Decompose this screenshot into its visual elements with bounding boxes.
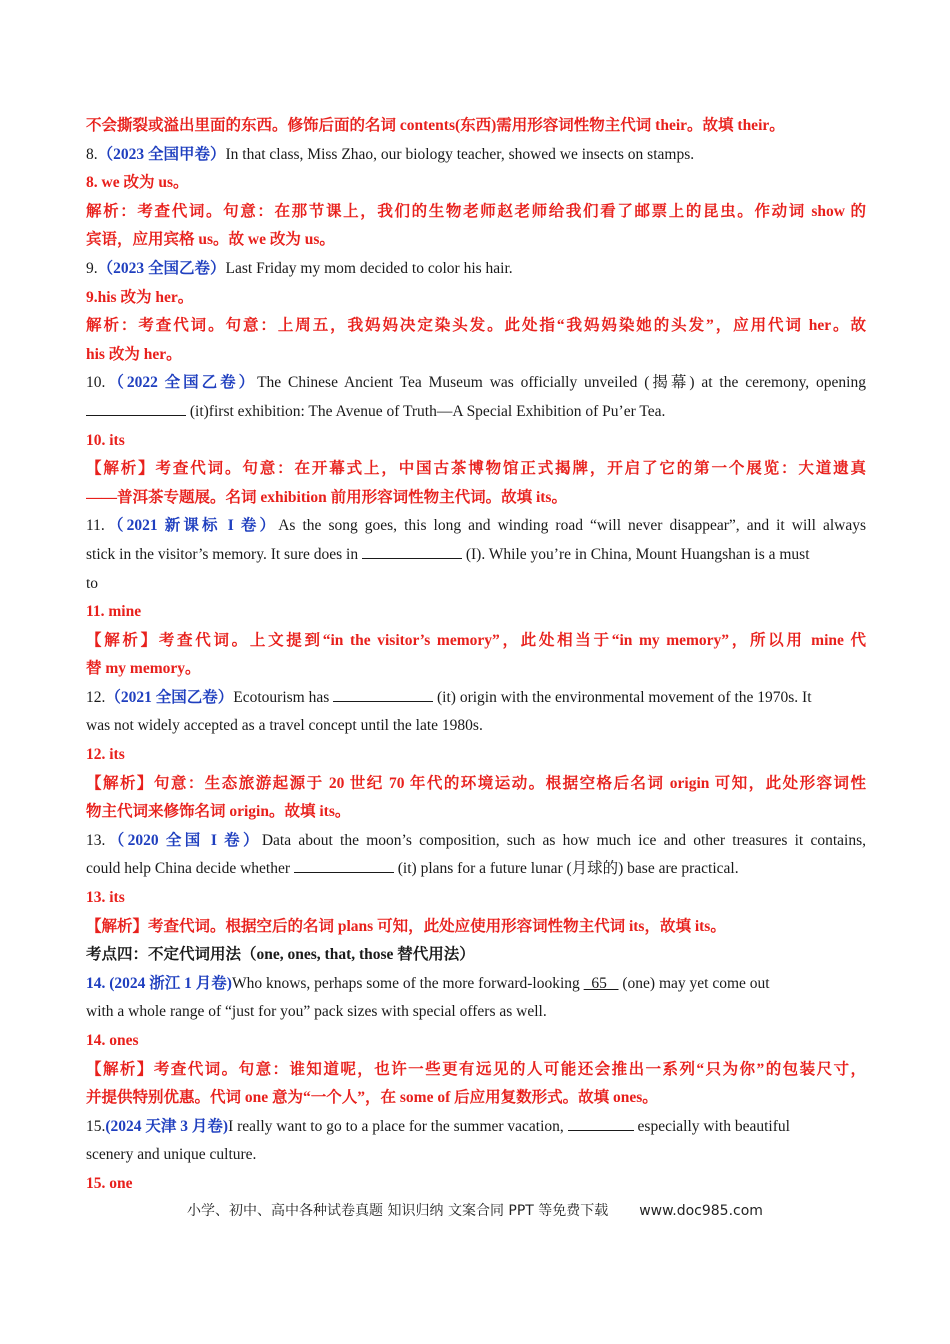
page-footer [0, 1200, 950, 1220]
question-8 [86, 141, 866, 170]
question-14-line-1 [86, 970, 866, 999]
answer-blank [294, 858, 394, 873]
question-text: stick in the visitor’s memory. It sure does in [86, 545, 362, 563]
question-source: (2024 天津 3 月卷) [105, 1117, 229, 1135]
question-9 [86, 255, 866, 284]
question-11-line-2 [86, 541, 866, 570]
explanation-14-line-2: 并提供特别优惠。代词 one 意为“一个人”，在 some of 后应用复数形式。故填 ones。 [86, 1089, 658, 1107]
explanation-11-line-2: 替 my memory。 [86, 660, 201, 678]
explanation-13: 【解析】考查代词。根据空后的名词 plans 可知，此处应使用形容词性物主代词 its，故填 its。 [86, 917, 726, 935]
question-source: （2021 新课标 I 卷） [104, 517, 279, 535]
answer-13: 13. its [86, 889, 125, 907]
question-11-line-3: to [86, 574, 99, 592]
question-15-line-1 [86, 1113, 866, 1142]
question-source: （2023 全国乙卷） [97, 259, 226, 277]
question-text: (it)first exhibition: The Avenue of Truth—A Special Exhibition of Pu’er Tea. [186, 402, 666, 420]
question-text: Ecotourism has [233, 688, 334, 706]
answer-9: 9.his 改为 her。 [86, 288, 194, 306]
question-14-line-2: with a whole range of “just for you” pack sizes with special offers as well. [86, 1003, 547, 1021]
question-number: 13. [86, 831, 106, 849]
answer-8: 8. we 改为 us。 [86, 174, 189, 192]
answer-15: 15. one [86, 1174, 133, 1192]
explanation-14-line-1: 【解析】考查代词。句意：谁知道呢，也许一些更有远见的人可能还会推出一系列“只为你”的包装尺寸， [86, 1060, 866, 1078]
explanation-10-line-1: 【解析】考查代词。句意：在开幕式上，中国古茶博物馆正式揭牌，开启了它的第一个展览：大道遗真 [86, 460, 866, 478]
question-text: Who knows, perhaps some of the more forward-looking [231, 974, 584, 992]
question-text: could help China decide whether [86, 860, 294, 878]
answer-blank [333, 687, 433, 702]
explanation-12-line-2: 物主代词来修饰名词 origin。故填 its。 [86, 803, 351, 821]
question-11-line-1 [86, 512, 866, 541]
question-source: 14. (2024 浙江 1 月卷) [86, 974, 232, 992]
footer-text: 小学、初中、高中各种试卷真题 知识归纳 文案合同 PPT 等免费下载 [187, 1203, 609, 1219]
answer-12: 12. its [86, 746, 125, 764]
explanation-8-line-1: 解析：考查代词。句意：在那节课上，我们的生物老师赵老师给我们看了邮票上的昆虫。作动词 show 的 [86, 202, 866, 220]
explanation-line: 不会撕裂或溢出里面的东西。修饰后面的名词 contents(东西)需用形容词性物主代词 their。故填 their。 [86, 117, 785, 134]
question-text: (I). While you’re in China, Mount Huangshan is a must [461, 545, 810, 563]
explanation-10-line-2: ——普洱茶专题展。名词 exhibition 前用形容词性物主代词。故填 its。 [86, 488, 567, 506]
question-10-line-1 [86, 369, 866, 398]
answer-blank [362, 544, 462, 559]
footer-website-link[interactable]: www.doc985.com [639, 1203, 763, 1219]
answer-11: 11. mine [86, 603, 142, 621]
question-13-line-2 [86, 855, 866, 884]
question-number: 10. [86, 374, 106, 392]
question-text: The Chinese Ancient Tea Museum was officially unveiled (揭幕) at the ceremony, opening [257, 374, 866, 392]
question-text: (one) may yet come out [618, 974, 770, 992]
question-text: Last Friday my mom decided to color his hair. [225, 259, 513, 277]
question-text: As the song goes, this long and winding road “will never disappear”, and it will always [278, 517, 866, 535]
explanation-9-line-2: his 改为 her。 [86, 345, 182, 363]
question-13-line-1 [86, 827, 866, 856]
question-text: Data about the moon’s composition, such as how much ice and other treasures it contains, [261, 831, 866, 849]
question-12-line-1 [86, 684, 866, 713]
question-12-line-2: was not widely accepted as a travel concept until the late 1980s. [86, 717, 483, 735]
question-number: 8. [86, 145, 98, 163]
question-number: 11. [86, 517, 105, 535]
question-10-line-2 [86, 398, 866, 427]
question-source: （2022 全国乙卷） [105, 374, 258, 392]
question-blank-number: 65 [583, 974, 619, 992]
answer-blank [568, 1116, 634, 1131]
answer-14: 14. ones [86, 1032, 139, 1049]
explanation-11-line-1: 【解析】考查代词。上文提到“in the visitor’s memory”，此处相当于“in my memory”，所以用 mine 代 [86, 631, 866, 649]
question-text: I really want to go to a place for the summer vacation, [228, 1117, 568, 1135]
question-number: 15. [86, 1117, 106, 1135]
document-body [86, 112, 866, 1199]
question-source: （2023 全国甲卷） [97, 145, 226, 163]
question-text: especially with beautiful [633, 1117, 790, 1135]
question-number: 12. [86, 688, 106, 706]
explanation-12-line-1: 【解析】句意：生态旅游起源于 20 世纪 70 年代的环境运动。根据空格后名词 origin 可知，此处形容词性 [86, 774, 866, 792]
question-15-line-2: scenery and unique culture. [86, 1146, 257, 1164]
answer-10: 10. its [86, 431, 125, 449]
question-number: 9. [86, 259, 98, 277]
question-text: (it) plans for a future lunar (月球的) base are practical. [393, 860, 739, 878]
explanation-9-line-1: 解析：考查代词。句意：上周五，我妈妈决定染头发。此处指“我妈妈染她的头发”，应用代词 her。故 [86, 317, 866, 335]
question-source: （2020 全国 I 卷） [105, 831, 262, 849]
question-source: （2021 全国乙卷） [105, 688, 234, 706]
answer-blank [86, 401, 186, 416]
question-text: In that class, Miss Zhao, our biology teacher, showed we insects on stamps. [225, 145, 695, 163]
section-heading: 考点四：不定代词用法（one, ones, that, those 替代用法） [86, 946, 475, 964]
question-text: (it) origin with the environmental movement of the 1970s. It [433, 688, 812, 706]
explanation-8-line-2: 宾语，应用宾格 us。故 we 改为 us。 [86, 231, 335, 249]
